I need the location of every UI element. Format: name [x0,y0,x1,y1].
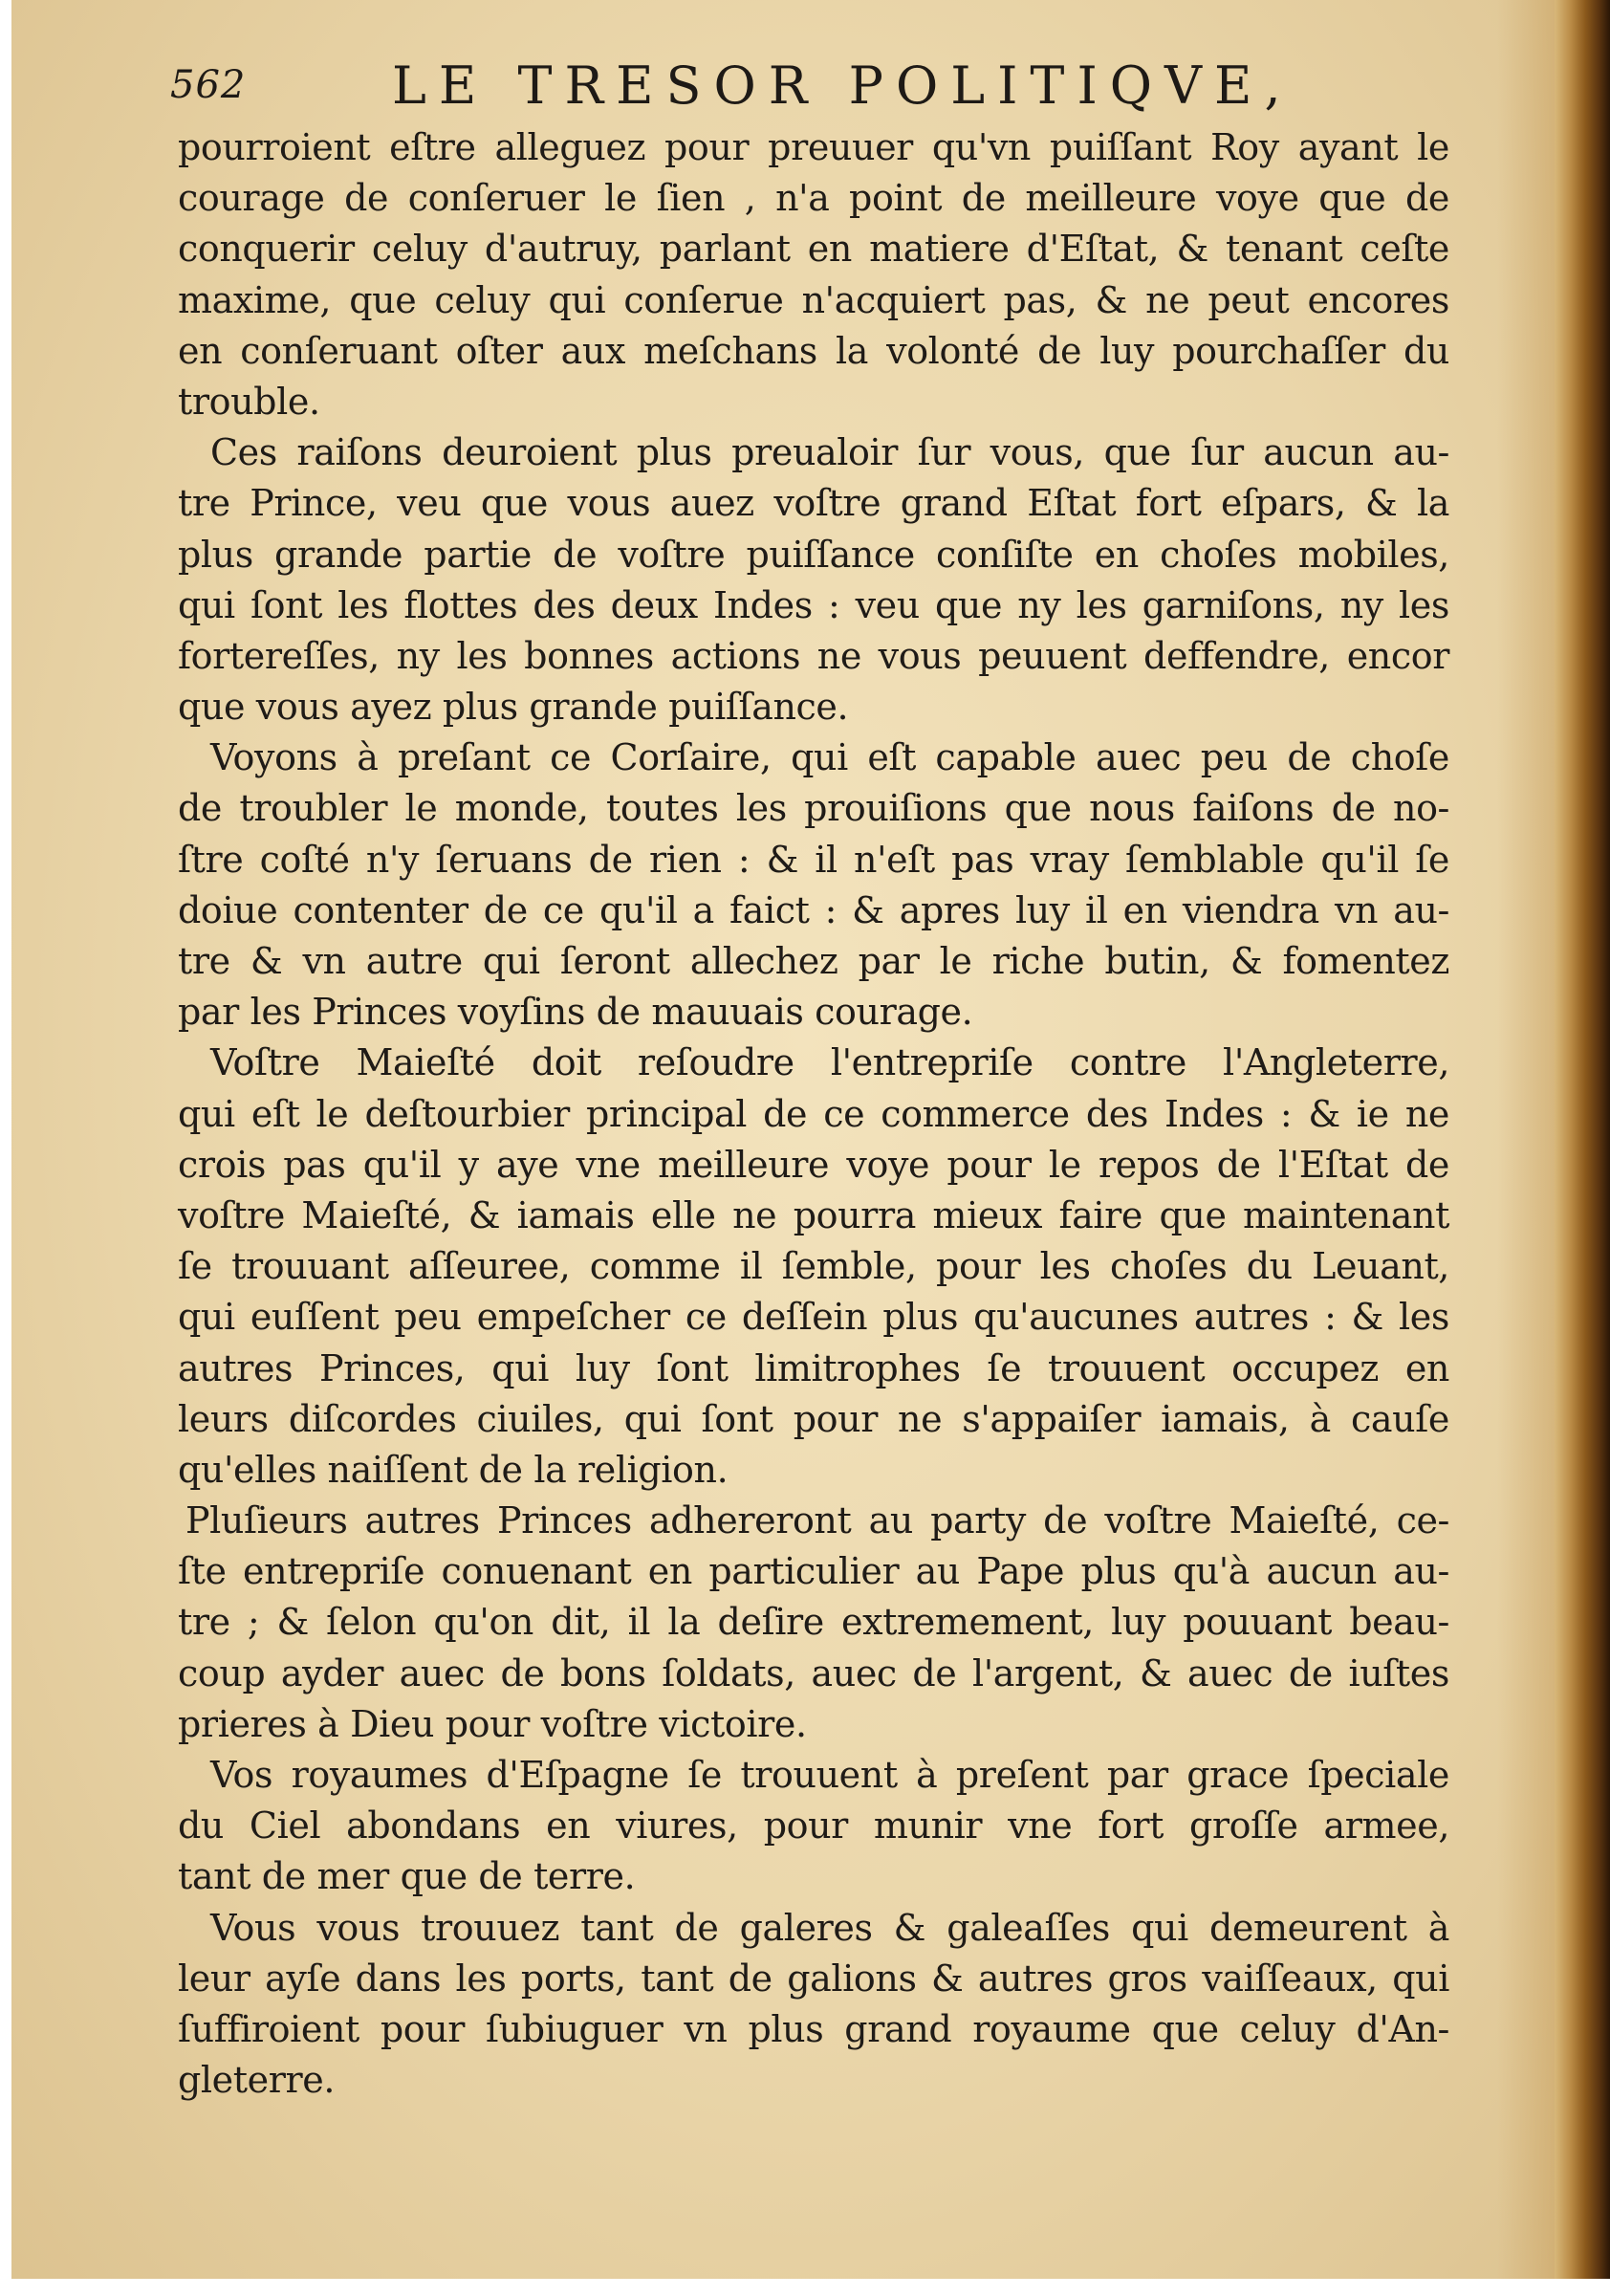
text-line: qui ſont les flottes des deux Indes : veu que ny les garniſons, ny les [178,583,1449,626]
text-line: qui eſt le deſtourbier principal de ce commerce des Indes : & ie ne [178,1092,1449,1135]
text-line: trouble. [178,380,320,423]
running-head [170,54,1451,130]
scan-left-margin [0,0,11,2296]
text-line: tre ; & ſelon qu'on dit, il la deſire extremement, luy pouuant beau- [178,1601,1449,1644]
text-line: prieres à Dieu pour voſtre victoire. [178,1702,807,1745]
text-line: ſtre coſté n'y ſeruans de rien : & il n'eſt pas vray ſemblable qu'il ſe [178,838,1449,881]
text-line: tant de mer que de terre. [178,1855,636,1898]
text-line: courage de conſeruer le ſien , n'a point de meilleure voye que de [178,177,1449,220]
text-line: qui euſſent peu empeſcher ce deſſein plus qu'aucunes autres : & les [178,1296,1449,1339]
text-line: ſe trouuant aſſeuree, comme il ſemble, pour les choſes du Leuant, [178,1245,1449,1288]
page-gutter-shadow [1497,0,1555,2296]
text-line: plus grande partie de voſtre puiſſance conſiſte en choſes mobiles, [178,533,1449,576]
text-line: leurs diſcordes ciuiles, qui ſont pour ne s'appaiſer iamais, à cauſe [178,1397,1449,1440]
text-line: en conſeruant oſter aux meſchans la volonté de luy pourchaſſer du [178,329,1449,372]
text-line: que vous ayez plus grande puiſſance. [178,686,849,729]
text-line: crois pas qu'il y aye vne meilleure voye pour le repos de l'Eſtat de [178,1143,1449,1186]
text-line: ſte entrepriſe conuenant en particulier au Pape plus qu'à aucun au- [178,1550,1449,1593]
text-line: leur ayſe dans les ports, tant de galions & autres gros vaiſſeaux, qui [178,1957,1449,2000]
paragraph-first-line: Voyons à preſant ce Corſaire, qui eſt capable auec peu de choſe [210,736,1449,779]
text-line: coup ayder auec de bons ſoldats, auec de l'argent, & auec de iuſtes [178,1651,1449,1695]
text-line: autres Princes, qui luy ſont limitrophes ſe trouuent occupez en [178,1346,1449,1389]
text-line: gleterre. [178,2059,336,2102]
text-line: voſtre Maieſté, & iamais elle ne pourra mieux faire que maintenant [178,1193,1449,1236]
text-line: doiue contenter de ce qu'il a faict : & apres luy il en viendra vn au- [178,888,1449,931]
book-edge [1555,0,1610,2296]
paragraph-first-line: Vous vous trouuez tant de galeres & galeaſſes qui demeurent à [210,1906,1449,1949]
text-line: ſuffiroient pour ſubiuguer vn plus grand royaume que celuy d'An- [178,2007,1449,2050]
text-line: conquerir celuy d'autruy, parlant en matiere d'Eſtat, & tenant ceſte [178,228,1449,271]
paragraph-first-line: Voſtre Maieſté doit reſoudre l'entrepriſe contre l'Angleterre, [210,1041,1449,1084]
text-line: du Ciel abondans en viures, pour munir vne fort groſſe armee, [178,1804,1449,1848]
body-text [178,122,1449,2106]
text-line: fortereſſes, ny les bonnes actions ne vous peuuent deffendre, encor [178,634,1449,677]
page-number: 562 [170,63,247,107]
paragraph-first-line: Pluſieurs autres Princes adhereront au party de voſtre Maieſté, ce- [185,1499,1449,1542]
text-line: par les Princes voyſins de mauuais courage. [178,991,973,1034]
scan-bottom-margin [0,2279,1610,2296]
text-line: tre Prince, veu que vous auez voſtre grand Eſtat fort eſpars, & la [178,482,1449,525]
text-line: pourroient eſtre alleguez pour preuuer qu'vn puiſſant Roy ayant le [178,126,1449,168]
text-line: tre & vn autre qui ſeront allechez par le riche butin, & fomentez [178,940,1449,982]
text-line: maxime, que celuy qui conſerue n'acquiert pas, & ne peut encores [178,278,1449,321]
paragraph-first-line: Ces raiſons deuroient plus preualoir ſur vous, que ſur aucun au- [210,431,1449,474]
text-line: qu'elles naiſſent de la religion. [178,1448,729,1491]
paragraph-first-line: Vos royaumes d'Eſpagne ſe trouuent à preſent par grace ſpeciale [210,1754,1449,1796]
text-line: de troubler le monde, toutes les prouiſions que nous faiſons de no- [178,787,1449,830]
running-title: LE TRESOR POLITIQVE, [392,55,1294,116]
